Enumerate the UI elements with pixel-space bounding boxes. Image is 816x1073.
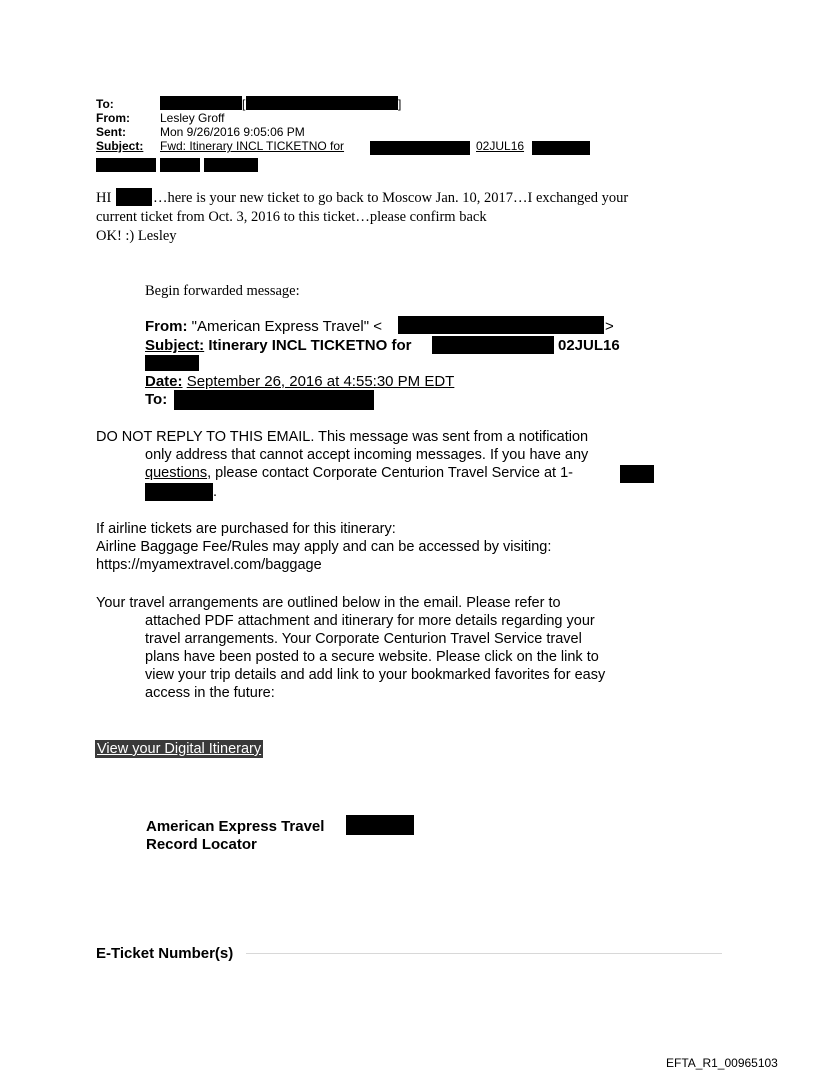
subject-value: Fwd: Itinerary INCL TICKETNO for bbox=[160, 139, 345, 153]
redaction bbox=[160, 158, 200, 172]
section-divider bbox=[246, 953, 722, 954]
redaction bbox=[370, 141, 470, 155]
to-label: To: bbox=[96, 97, 114, 111]
redaction bbox=[96, 158, 156, 172]
redaction bbox=[346, 815, 414, 835]
fwd-date-label: Date: bbox=[145, 373, 183, 390]
arrangements-line: view your trip details and add link to your bookmarked favorites for easy bbox=[145, 667, 606, 683]
digital-itinerary-link[interactable]: View your Digital Itinerary bbox=[97, 741, 262, 757]
arrangements-line: plans have been posted to a secure website. Please click on the link to bbox=[145, 649, 599, 665]
fwd-subject-date: 02JUL16 bbox=[558, 337, 620, 354]
questions-link[interactable]: questions bbox=[145, 465, 208, 481]
message-line: OK! :) Lesley bbox=[96, 228, 177, 244]
greeting: HI bbox=[96, 190, 112, 206]
baggage-line: Airline Baggage Fee/Rules may apply and can be accessed by visiting: bbox=[96, 539, 552, 555]
redaction bbox=[145, 355, 199, 371]
sent-label: Sent: bbox=[96, 125, 126, 139]
fwd-from-value: "American Express Travel" < bbox=[191, 318, 382, 335]
fwd-subject-label: Subject: bbox=[145, 337, 205, 354]
arrangements-line: Your travel arrangements are outlined below in the email. Please refer to bbox=[96, 595, 561, 611]
record-line: Record Locator bbox=[146, 836, 257, 853]
redaction bbox=[532, 141, 590, 155]
notice-period: . bbox=[213, 484, 218, 500]
footer-doc-id: EFTA_R1_00965103 bbox=[666, 1056, 778, 1070]
message-line: …here is your new ticket to go back to Moscow Jan. 10, 2017…I exchanged your bbox=[153, 190, 629, 206]
arrangements-line: access in the future: bbox=[145, 685, 275, 701]
baggage-url[interactable]: https://myamextravel.com/baggage bbox=[96, 557, 322, 573]
fwd-from-label: From: bbox=[145, 318, 188, 335]
to-bracket-open: [ bbox=[242, 97, 246, 111]
baggage-line: If airline tickets are purchased for this itinerary: bbox=[96, 521, 396, 537]
redaction bbox=[145, 483, 213, 501]
notice-line: , please contact Corporate Centurion Travel Service at 1- bbox=[207, 465, 573, 481]
redaction bbox=[246, 96, 398, 110]
subject-date: 02JUL16 bbox=[476, 139, 525, 153]
redaction bbox=[432, 336, 554, 354]
redaction bbox=[174, 390, 374, 410]
arrangements-line: attached PDF attachment and itinerary for more details regarding your bbox=[145, 613, 595, 629]
to-bracket-close: ] bbox=[398, 97, 402, 111]
notice-line: DO NOT REPLY TO THIS EMAIL. This message was sent from a notification bbox=[96, 429, 589, 445]
notice-line: only address that cannot accept incoming messages. If you have any bbox=[145, 447, 589, 463]
subject-label: Subject: bbox=[96, 139, 144, 153]
fwd-date-value: September 26, 2016 at 4:55:30 PM EDT bbox=[186, 373, 455, 390]
begin-forwarded: Begin forwarded message: bbox=[145, 283, 300, 299]
fwd-subject-value: Itinerary INCL TICKETNO for bbox=[208, 337, 412, 354]
from-label: From: bbox=[96, 111, 130, 125]
from-value: Lesley Groff bbox=[160, 111, 225, 125]
sent-value: Mon 9/26/2016 9:05:06 PM bbox=[160, 125, 305, 139]
fwd-to-label: To: bbox=[145, 391, 168, 408]
record-line: American Express Travel bbox=[146, 818, 325, 835]
eticket-heading: E-Ticket Number(s) bbox=[96, 945, 234, 962]
redaction bbox=[204, 158, 258, 172]
redaction bbox=[620, 465, 654, 483]
fwd-from-close: > bbox=[605, 318, 614, 335]
arrangements-line: travel arrangements. Your Corporate Centurion Travel Service travel bbox=[145, 631, 582, 647]
redaction bbox=[116, 188, 152, 206]
redaction bbox=[160, 96, 242, 110]
message-line: current ticket from Oct. 3, 2016 to this ticket…please confirm back bbox=[96, 209, 487, 225]
redaction bbox=[398, 316, 604, 334]
